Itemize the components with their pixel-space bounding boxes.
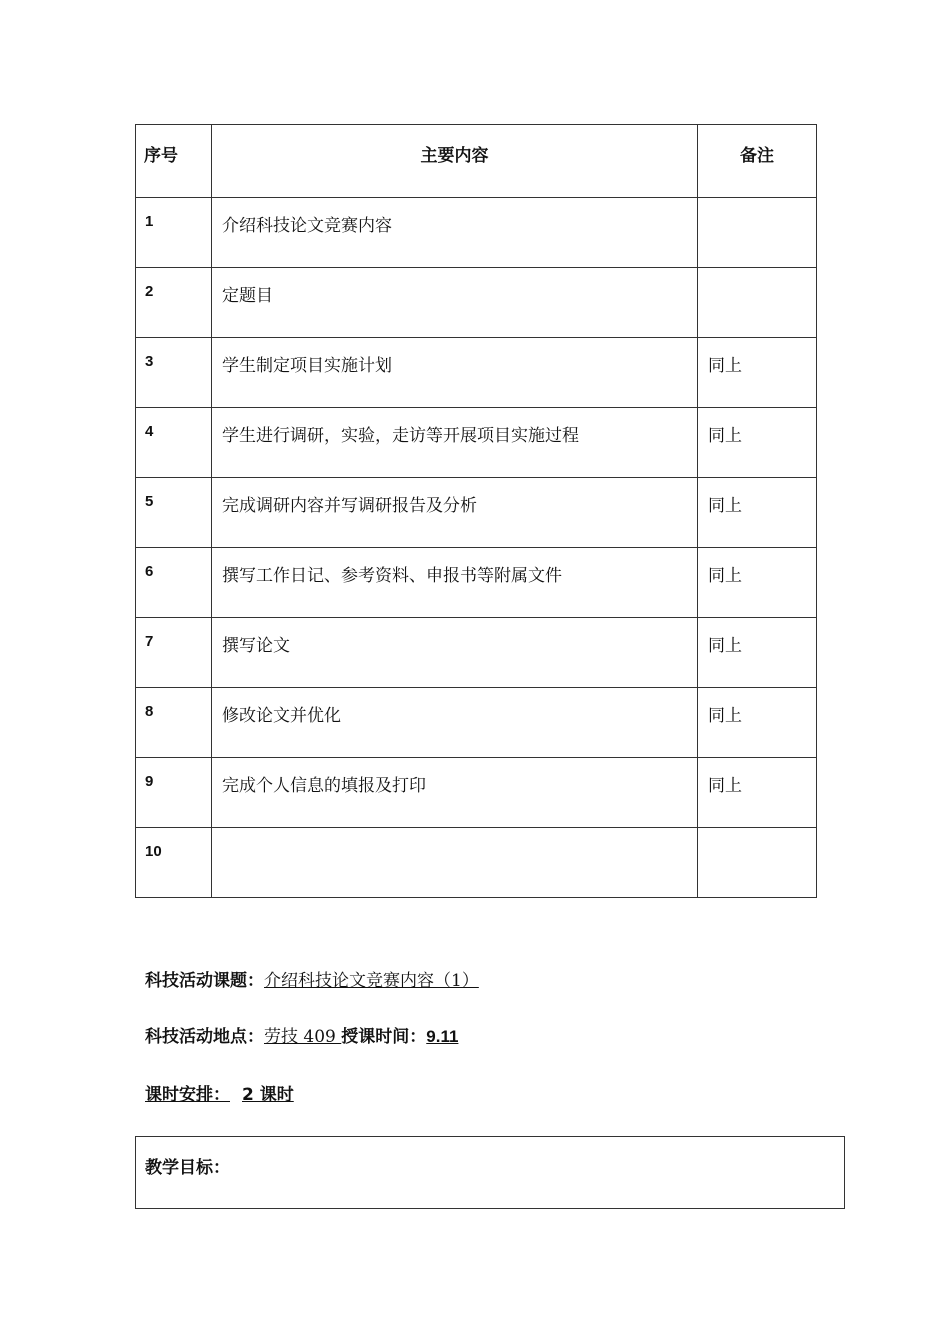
row-content: 修改论文并优化	[222, 706, 341, 726]
row-num: 6	[145, 563, 154, 580]
class-time-value: 9.11	[426, 1027, 459, 1046]
table-row	[136, 338, 817, 408]
table-row	[136, 408, 817, 478]
row-num: 2	[145, 283, 154, 300]
table-row	[136, 478, 817, 548]
row-remark: 同上	[708, 426, 742, 446]
table-row	[136, 548, 817, 618]
row-remark: 同上	[708, 496, 742, 516]
row-num: 9	[145, 773, 154, 790]
row-remark: 同上	[708, 566, 742, 586]
row-remark: 同上	[708, 706, 742, 726]
row-content: 定题目	[222, 286, 273, 306]
table-row	[136, 688, 817, 758]
row-remark	[698, 828, 816, 841]
row-content: 学生制定项目实施计划	[222, 356, 392, 376]
schedule-value: 2 课时	[242, 1085, 294, 1105]
row-num: 7	[145, 633, 154, 650]
row-remark	[698, 268, 816, 281]
schedule-line	[145, 1080, 294, 1105]
header-num-cell	[136, 125, 212, 198]
plan-table	[135, 124, 817, 898]
activity-place-label: 科技活动地点：	[145, 1027, 264, 1047]
row-content	[212, 828, 697, 841]
row-content: 完成个人信息的填报及打印	[222, 776, 426, 796]
activity-topic-value: 介绍科技论文竞赛内容（1）	[264, 971, 479, 991]
row-num: 3	[145, 353, 154, 370]
table-row	[136, 268, 817, 338]
row-num: 5	[145, 493, 154, 510]
activity-topic-line	[145, 966, 479, 991]
row-remark	[698, 198, 816, 211]
header-num: 序号	[144, 146, 178, 166]
table-header-row	[136, 125, 817, 198]
header-remark-cell	[698, 125, 817, 198]
row-remark: 同上	[708, 356, 742, 376]
row-remark: 同上	[708, 636, 742, 656]
header-content: 主要内容	[420, 146, 489, 166]
row-num: 8	[145, 703, 154, 720]
header-content-cell	[212, 125, 698, 198]
activity-topic-label: 科技活动课题：	[145, 971, 264, 991]
teaching-goals-label: 教学目标：	[145, 1158, 230, 1178]
row-num: 4	[145, 423, 154, 440]
class-time-label: 授课时间：	[341, 1027, 427, 1047]
schedule-label: 课时安排：	[145, 1085, 230, 1105]
row-content: 撰写工作日记、参考资料、申报书等附属文件	[222, 566, 562, 586]
row-content: 撰写论文	[222, 636, 290, 656]
row-content: 学生进行调研，实验，走访等开展项目实施过程	[222, 426, 579, 446]
table-row	[136, 828, 817, 898]
table-row	[136, 198, 817, 268]
row-num: 10	[145, 843, 162, 860]
table-row	[136, 758, 817, 828]
header-remark: 备注	[740, 146, 774, 166]
activity-place-value: 劳技 409	[264, 1027, 342, 1047]
row-content: 介绍科技论文竞赛内容	[222, 216, 392, 236]
row-content: 完成调研内容并写调研报告及分析	[222, 496, 477, 516]
row-num: 1	[145, 213, 154, 230]
row-remark: 同上	[708, 776, 742, 796]
teaching-goals-box	[135, 1136, 845, 1209]
table-row	[136, 618, 817, 688]
activity-place-line	[145, 1022, 458, 1047]
